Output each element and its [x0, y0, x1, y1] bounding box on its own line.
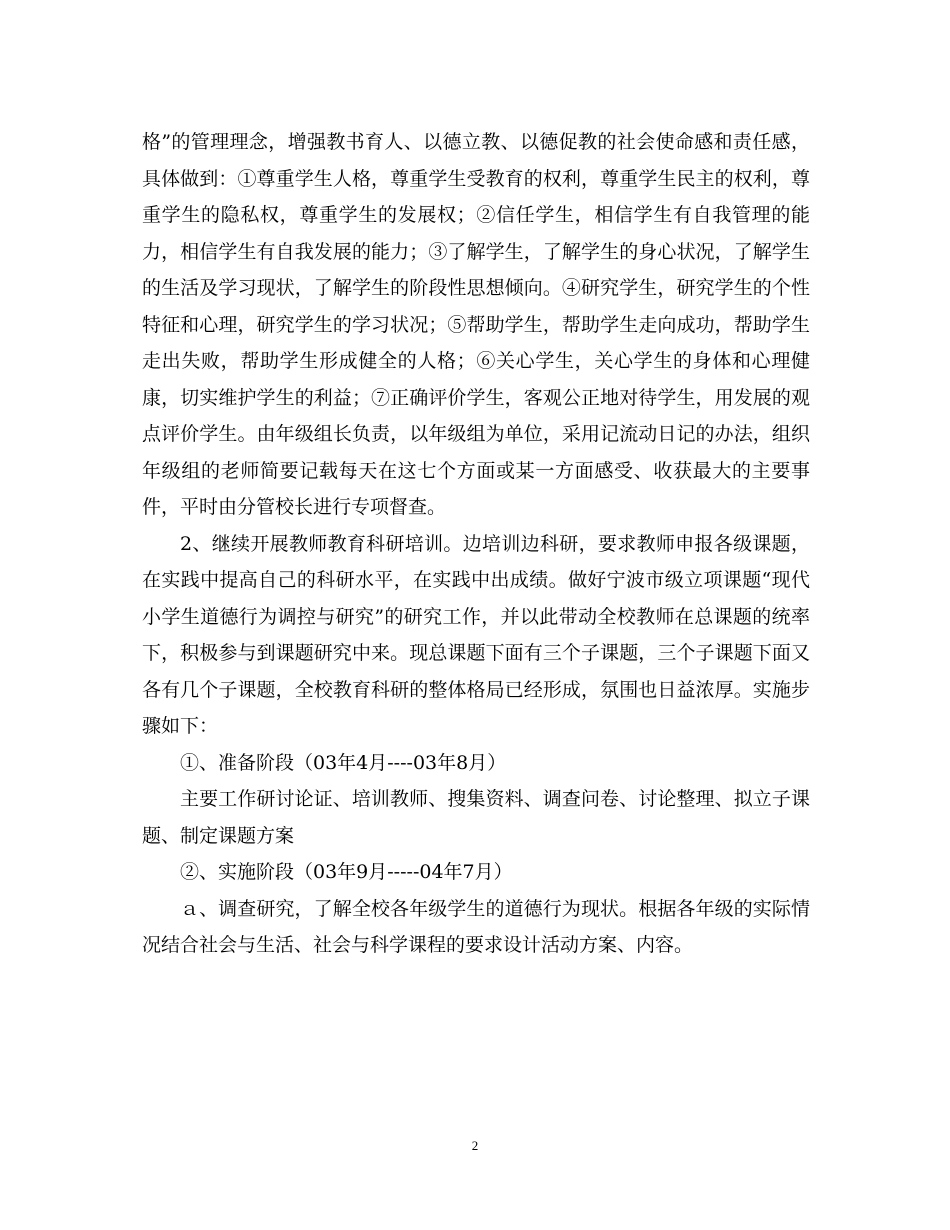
document-body [142, 124, 810, 964]
page-number: 2 [471, 1138, 479, 1153]
paragraph-preparation-stage: ①、准备阶段（03年4月----03年8月） [180, 751, 507, 774]
paragraph-implementation-stage: ②、实施阶段（03年9月-----04年7月） [180, 861, 513, 883]
paragraph-research-training: 2、继续开展教师教育科研培训。边培训边科研，要求教师申报各级课题，在实践中提高自己的科研水平，在实践中出成绩。做好宁波市级立项课题“现代小学生道德行为调控与研究”的研究工作，并以此带动全校教师在总课题的统率下，积极参与到课题研究中来。现总课题下面有三个子课题，三个子课题下面又各有几个子课题，全校教育科研的整体格局已经形成，氛围也日益浓厚。实施步骤如下： [142, 532, 810, 737]
paragraph-main-work: 主要工作研讨论证、培训教师、搜集资料、调查问卷、讨论整理、拟立子课题、制定课题方案 [142, 788, 810, 847]
paragraph-survey-research: ａ、调查研究，了解全校各年级学生的道德行为现状。根据各年级的实际情况结合社会与生活、社会与科学课程的要求设计活动方案、内容。 [142, 897, 810, 956]
paragraph-management-philosophy: 格”的管理理念，增强教书育人、以德立教、以德促教的社会使命感和责任感，具体做到：①尊重学生人格，尊重学生受教育的权利，尊重学生民主的权利，尊重学生的隐私权，尊重学生的发展权；②信任学生，相信学生有自我管理的能力，相信学生有自我发展的能力；③了解学生，了解学生的身心状况，了解学生的生活及学习现状，了解学生的阶段性思想倾向。④研究学生，研究学生的个性特征和心理，研究学生的学习状况；⑤帮助学生，帮助学生走向成功，帮助学生走出失败，帮助学生形成健全的人格；⑥关心学生，关心学生的身体和心理健康，切实维护学生的利益；⑦正确评价学生，客观公正地对待学生，用发展的观点评价学生。由年级组长负责，以年级组为单位，采用记流动日记的办法，组织年级组的老师简要记载每天在这七个方面或某一方面感受、收获最大的主要事件，平时由分管校长进行专项督查。 [142, 131, 810, 518]
